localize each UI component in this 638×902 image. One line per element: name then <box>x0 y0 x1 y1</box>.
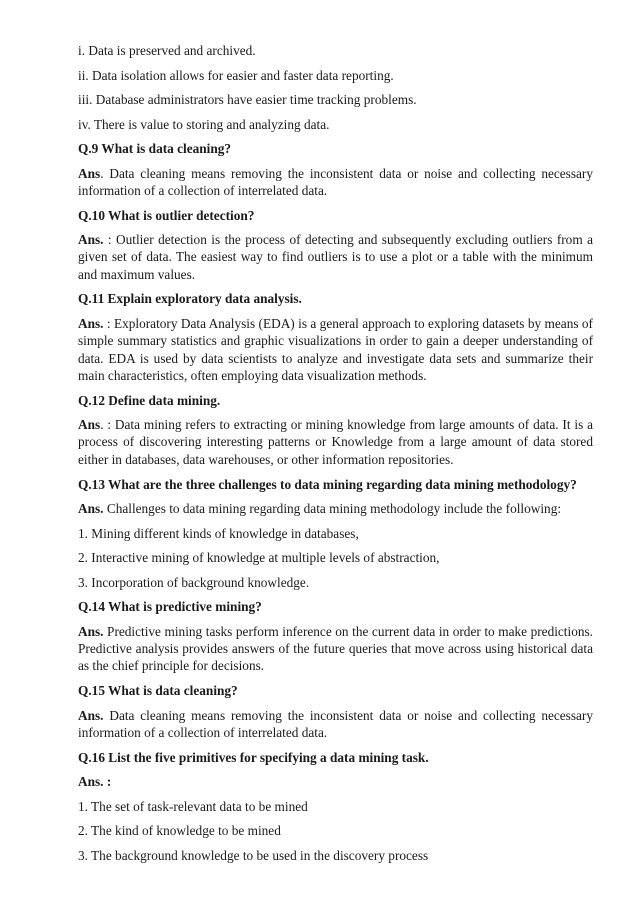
answer-paragraph <box>78 500 593 517</box>
answer-label: Ans. <box>78 315 104 331</box>
answer-paragraph <box>78 707 593 742</box>
question-heading: Q.16 List the five primitives for specifying a data mining task. <box>78 749 429 765</box>
list-item: 2. Interactive mining of knowledge at multiple levels of abstraction, <box>78 550 440 566</box>
list-item: 3. Incorporation of background knowledge. <box>78 574 310 590</box>
answer-label: Ans <box>78 165 101 181</box>
answer-paragraph <box>78 416 593 468</box>
answer-label: Ans. <box>78 707 104 723</box>
list-item: i. Data is preserved and archived. <box>78 43 256 58</box>
question-heading: Q.15 What is data cleaning? <box>78 683 238 699</box>
answer-label: Ans. <box>78 501 104 517</box>
question-heading: Q.9 What is data cleaning? <box>78 141 232 156</box>
answer-text: . Data cleaning means removing the inconsistent data or noise and collecting necessary information of a collection of interrelated data. <box>78 165 593 198</box>
answer-text: : Outlier detection is the process of detecting and subsequently excluding outliers from a given set of data. The easiest way to find outliers is to use a plot or a table with the minimum and maximum values. <box>78 232 593 282</box>
list-item: iv. There is value to storing and analyzing data. <box>78 116 330 132</box>
answer-label: Ans. : <box>78 774 112 790</box>
question-heading: Q.13 What are the three challenges to data mining regarding data mining methodology? <box>78 476 577 492</box>
question-heading: Q.10 What is outlier detection? <box>78 207 255 223</box>
question-heading: Q.12 Define data mining. <box>78 392 221 408</box>
answer-label: Ans <box>78 417 101 433</box>
question-heading: Q.14 What is predictive mining? <box>78 599 262 615</box>
list-item: 1. The set of task-relevant data to be mined <box>78 798 308 814</box>
answer-text: Predictive mining tasks perform inference on the current data in order to make predictions. Predictive analysis provides answers of the future queries that move across using historical data as the chief principle for decisions. <box>78 623 593 674</box>
answer-label: Ans. <box>78 232 104 248</box>
answer-paragraph <box>78 231 593 283</box>
answer-paragraph <box>78 623 593 675</box>
list-item: 3. The background knowledge to be used in the discovery process <box>78 847 429 863</box>
answer-label: Ans. <box>78 623 104 639</box>
answer-text: Challenges to data mining regarding data mining methodology include the following: <box>103 501 562 517</box>
list-item: iii. Database administrators have easier time tracking problems. <box>78 92 417 107</box>
list-item: 1. Mining different kinds of knowledge in databases, <box>78 525 359 541</box>
question-heading: Q.11 Explain exploratory data analysis. <box>78 291 302 307</box>
list-item: 2. The kind of knowledge to be mined <box>78 823 281 839</box>
answer-text: : Exploratory Data Analysis (EDA) is a general approach to exploring datasets by means of simple summary statistics and graphic visualizations in order to gain a deeper understanding of data. EDA is used by data scientists to analyze and investigate data sets and summarize their main characteristics, often employing data visualization methods. <box>78 315 593 383</box>
answer-text: . : Data mining refers to extracting or mining knowledge from large amounts of data. It is a process of discovering interesting patterns or Knowledge from a large amount of data stored either in databases, data warehouses, or other information repositories. <box>78 417 593 467</box>
answer-paragraph <box>78 165 593 200</box>
answer-paragraph <box>78 315 593 384</box>
answer-text: Data cleaning means removing the inconsistent data or noise and collecting necessary information of a collection of interrelated data. <box>78 707 593 741</box>
list-item: ii. Data isolation allows for easier and faster data reporting. <box>78 67 394 83</box>
